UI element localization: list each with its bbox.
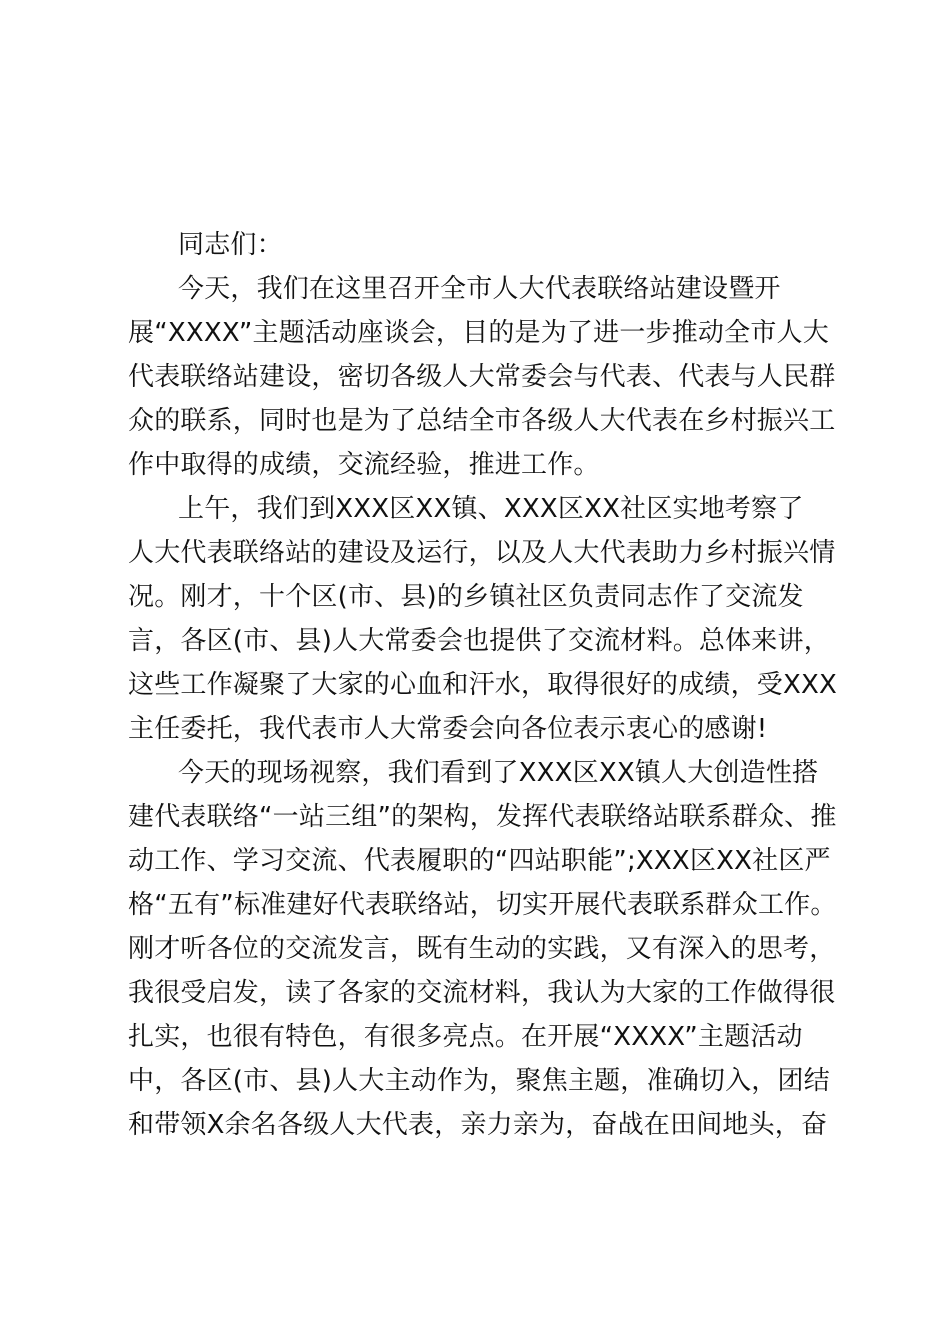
speech-body xyxy=(128,223,838,1147)
paragraph-3-line-4: 格“五有”标准建好代表联络站，切实开展代表联系群众工作。 xyxy=(128,890,837,920)
paragraph-3-line-7: 扎实，也很有特色，有很多亮点。在开展“XXXX”主题活动 xyxy=(128,1022,803,1052)
paragraph-1-line-1: 今天，我们在这里召开全市人大代表联络站建设暨开 xyxy=(178,274,781,304)
paragraph-2-line-2: 人大代表联络站的建设及运行，以及人大代表助力乡村振兴情 xyxy=(128,538,836,568)
paragraph-1-line-3: 代表联络站建设，密切各级人大常委会与代表、代表与人民群 xyxy=(128,362,836,392)
paragraph-2-line-5: 这些工作凝聚了大家的心血和汗水，取得很好的成绩，受XXX xyxy=(128,670,838,700)
paragraph-3-line-5: 刚才听各位的交流发言，既有生动的实践，又有深入的思考， xyxy=(128,934,836,964)
paragraph-3-line-8: 中，各区(市、县)人大主动作为，聚焦主题，准确切入，团结 xyxy=(128,1066,830,1096)
paragraph-3-line-2: 建代表联络“一站三组”的架构，发挥代表联络站联系群众、推 xyxy=(128,802,837,832)
paragraph-3-line-3: 动工作、学习交流、代表履职的“四站职能”;XXX区XX社区严 xyxy=(128,846,831,876)
paragraph-3-line-9: 和带领X余名各级人大代表，亲力亲为，奋战在田间地头，奋 xyxy=(128,1110,828,1140)
paragraph-2-line-1: 上午，我们到XXX区XX镇、XXX区XX社区实地考察了 xyxy=(178,494,804,524)
paragraph-2-line-3: 况。刚才，十个区(市、县)的乡镇社区负责同志作了交流发 xyxy=(128,582,804,612)
paragraph-1-line-4: 众的联系，同时也是为了总结全市各级人大代表在乡村振兴工 xyxy=(128,406,836,436)
paragraph-2-line-6: 主任委托，我代表市人大常委会向各位表示衷心的感谢! xyxy=(128,714,768,744)
paragraph-1-line-2: 展“XXXX”主题活动座谈会，目的是为了进一步推动全市人大 xyxy=(128,318,829,348)
paragraph-2-line-4: 言，各区(市、县)人大常委会也提供了交流材料。总体来讲， xyxy=(128,626,830,656)
paragraph-3-line-6: 我很受启发，读了各家的交流材料，我认为大家的工作做得很 xyxy=(128,978,836,1008)
paragraph-3-line-1: 今天的现场视察，我们看到了XXX区XX镇人大创造性搭 xyxy=(178,758,819,788)
salutation: 同志们： xyxy=(178,230,283,260)
paragraph-1-line-5: 作中取得的成绩，交流经验，推进工作。 xyxy=(128,450,600,480)
